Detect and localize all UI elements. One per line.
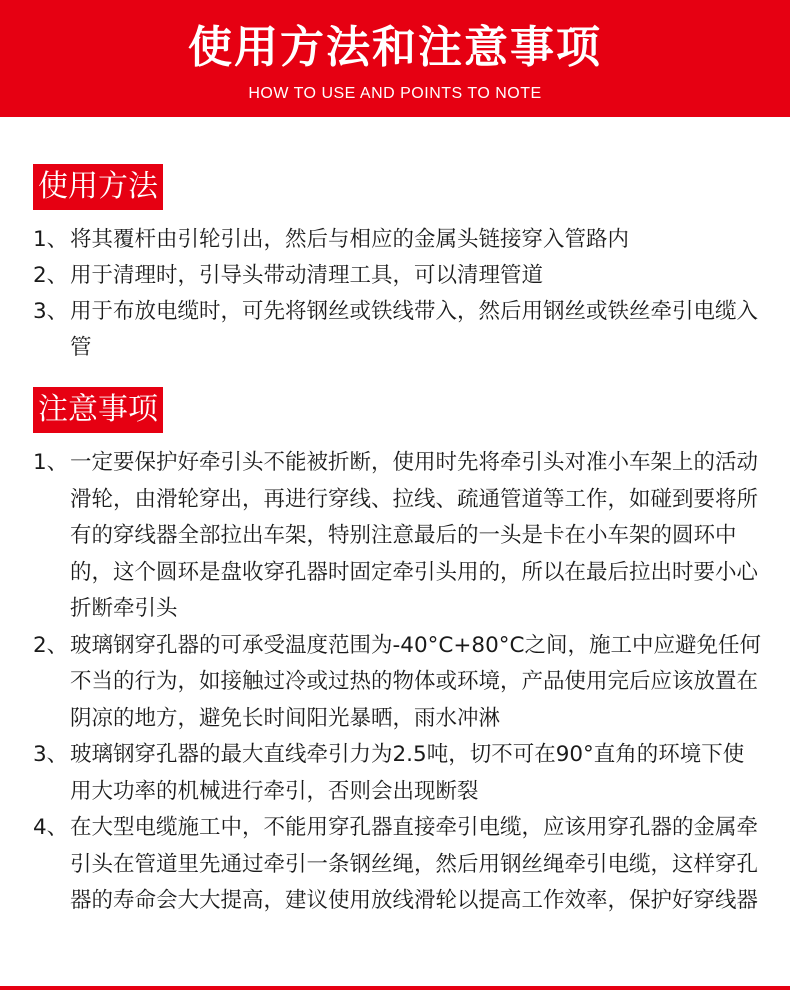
usage-item-text: 将其覆杆由引轮引出，然后与相应的金属头链接穿入管路内: [70, 227, 630, 252]
notes-item-number: 1、: [33, 450, 69, 475]
usage-item-number: 1、: [33, 227, 69, 252]
header-banner: [0, 0, 790, 117]
notes-item-number: 4、: [33, 815, 69, 840]
usage-heading: 使用方法: [33, 164, 163, 210]
notes-list: [33, 445, 763, 920]
page-title: 使用方法和注意事项: [188, 22, 602, 73]
usage-item-number: 3、: [33, 299, 69, 324]
usage-list: [33, 222, 763, 366]
notes-item-text: 一定要保护好牵引头不能被折断，使用时先将牵引头对准小车架上的活动滑轮，由滑轮穿出，再进行穿线、拉线、疏通管道等工作，如碰到要将所有的穿线器全部拉出车架，特别注意最后的一头是卡在小车架的圆环中的，这个圆环是盘收穿孔器时固定牵引头用的，所以在最后拉出时要小心折断牵引头: [70, 450, 759, 621]
notes-item: [33, 737, 763, 810]
notes-item: [33, 445, 763, 628]
usage-item-text: 用于布放电缆时，可先将钢丝或铁线带入，然后用钢丝或铁丝牵引电缆入管: [70, 299, 759, 360]
notes-item-text: 在大型电缆施工中，不能用穿孔器直接牵引电缆，应该用穿孔器的金属牵引头在管道里先通过牵引一条钢丝绳，然后用钢丝绳牵引电缆，这样穿孔器的寿命会大大提高，建议使用放线滑轮以提高工作效率，保护好穿线器: [70, 815, 759, 913]
usage-item-number: 2、: [33, 263, 69, 288]
notes-heading: 注意事项: [33, 387, 163, 433]
usage-item: [33, 258, 763, 294]
notes-item-number: 2、: [33, 632, 69, 658]
footer-divider: [0, 986, 790, 990]
usage-item-text: 用于清理时，引导头带动清理工具，可以清理管道: [70, 263, 544, 288]
notes-item: [33, 810, 763, 920]
notes-item-text: 玻璃钢穿孔器的可承受温度范围为-40°C+80°C之间，施工中应避免任何不当的行为，如接触过冷或过热的物体或环境，产品使用完后应该放置在阴凉的地方，避免长时间阳光暴晒，雨水冲淋: [70, 632, 762, 731]
notes-item-number: 3、: [33, 742, 69, 767]
notes-item: [33, 628, 763, 738]
page-subtitle: HOW TO USE AND POINTS TO NOTE: [248, 85, 542, 102]
usage-item: [33, 222, 763, 258]
notes-item-text: 玻璃钢穿孔器的最大直线牵引力为2.5吨，切不可在90°直角的环境下使用大功率的机械进行牵引，否则会出现断裂: [70, 742, 745, 804]
usage-item: [33, 294, 763, 366]
